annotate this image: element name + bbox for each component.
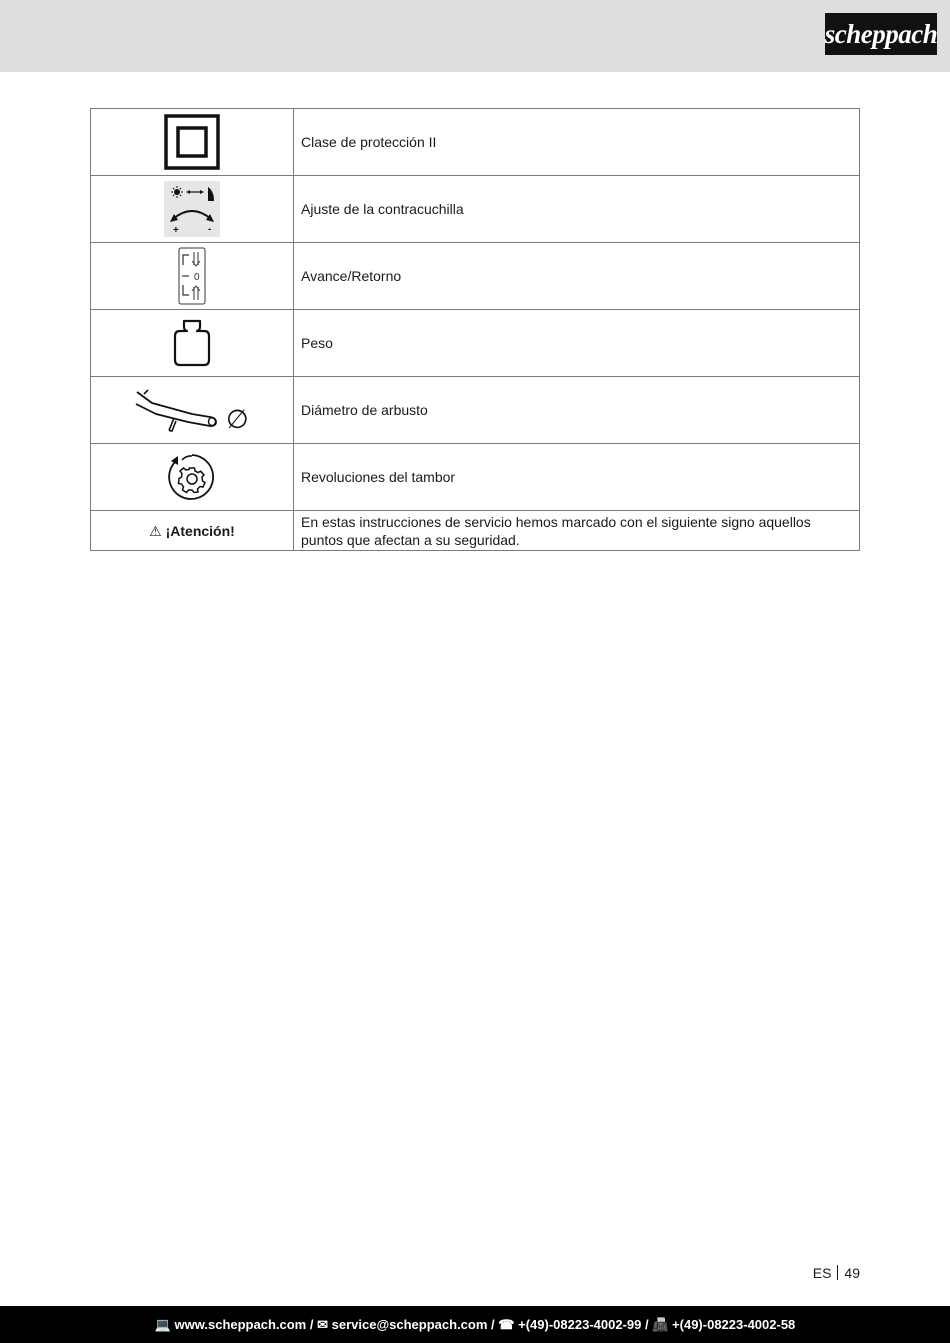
footer-contact-bar: [0, 1306, 950, 1343]
table-row: [91, 176, 860, 243]
symbol-label: Avance/Retorno: [294, 243, 860, 310]
counter-blade-adjust-icon: [164, 181, 220, 237]
footer-fax: +(49)-08223-4002-58: [672, 1317, 796, 1332]
branch-diameter-icon: [132, 388, 252, 432]
footer-phone[interactable]: +(49)-08223-4002-99: [518, 1317, 642, 1332]
footer-separator: /: [309, 1317, 314, 1332]
symbol-label: Clase de protección II: [294, 109, 860, 176]
page-language: ES: [812, 1265, 832, 1281]
svg-text:+: +: [173, 225, 179, 236]
table-row: [91, 511, 860, 551]
forward-reverse-icon: [178, 247, 206, 305]
phone-icon: ☎: [498, 1316, 515, 1332]
fax-icon: 📠: [652, 1316, 669, 1332]
symbol-label: Peso: [294, 310, 860, 377]
footer-email-link[interactable]: service@scheppach.com: [331, 1317, 488, 1332]
footer-separator: /: [491, 1317, 495, 1332]
weight-icon: [172, 318, 212, 368]
svg-text:-: -: [208, 224, 212, 235]
page-number-value: 49: [844, 1265, 860, 1281]
warning-icon: ⚠: [149, 522, 162, 539]
protection-class-ii-icon: [164, 114, 220, 170]
table-row: [91, 377, 860, 444]
mail-icon: ✉: [317, 1316, 329, 1332]
table-row: [91, 109, 860, 176]
symbol-label: Ajuste de la contracuchilla: [294, 176, 860, 243]
footer-separator: /: [644, 1317, 649, 1332]
header-band: [0, 0, 950, 72]
symbol-label: Revoluciones del tambor: [294, 444, 860, 511]
attention-text: En estas instrucciones de servicio hemos marcado con el siguiente signo aquellos puntos que afectan a su seguridad.: [294, 511, 860, 551]
drum-revolutions-icon: [166, 451, 218, 503]
page-number: [813, 1265, 860, 1281]
attention-label-cell: [91, 511, 294, 551]
table-row: [91, 310, 860, 377]
symbol-label: Diámetro de arbusto: [294, 377, 860, 444]
page-divider: [837, 1265, 838, 1280]
scheppach-logo: scheppach: [825, 13, 937, 55]
svg-text:0: 0: [194, 272, 200, 283]
svg-text:∅: ∅: [226, 405, 249, 432]
table-row: [91, 243, 860, 310]
symbols-table: [90, 108, 860, 551]
footer-website-link[interactable]: www.scheppach.com: [174, 1317, 307, 1332]
table-row: [91, 444, 860, 511]
attention-label: ¡Atención!: [165, 522, 235, 539]
computer-icon: 💻: [154, 1316, 171, 1332]
